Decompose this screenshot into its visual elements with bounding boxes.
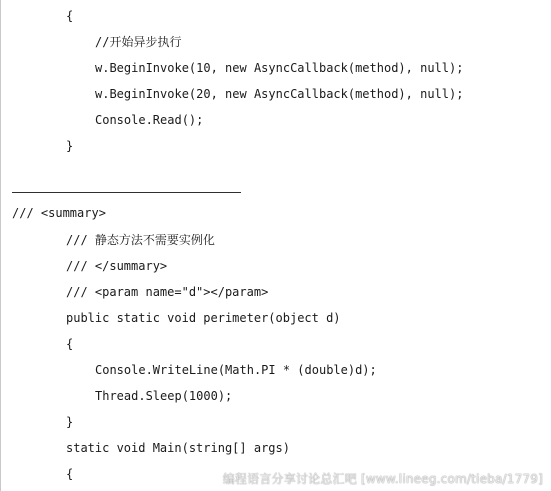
code-line-main-signature: static void Main(string[] args) [66, 441, 290, 455]
code-line-summary-open: /// <summary> [12, 206, 106, 220]
watermark: 编程语言分享讨论总汇吧 [www.lineeg.com/tieba/1779] [222, 472, 543, 486]
code-line-thread-sleep: Thread.Sleep(1000); [95, 389, 233, 403]
code-line-summary-text: /// 静态方法不需要实例化 [66, 233, 215, 247]
code-line-summary-close: /// </summary> [66, 259, 168, 273]
section-separator [12, 192, 241, 193]
code-line-method-signature: public static void perimeter(object d) [66, 311, 341, 325]
code-line-comment-async: //开始异步执行 [95, 35, 182, 49]
code-line-close-brace: } [66, 139, 74, 153]
code-line-console-read: Console.Read(); [95, 113, 204, 127]
code-line-begininvoke-20: w.BeginInvoke(20, new AsyncCallback(method), null); [95, 87, 464, 101]
page-left-border [0, 0, 1, 491]
code-line-begininvoke-10: w.BeginInvoke(10, new AsyncCallback(method), null); [95, 61, 464, 75]
code-line-open-brace-2: { [66, 337, 74, 351]
code-line-param-doc: /// <param name="d"></param> [66, 285, 269, 299]
code-line-open-brace-3: { [66, 467, 74, 481]
code-line-close-brace-2: } [66, 415, 74, 429]
code-line-writeline: Console.WriteLine(Math.PI * (double)d); [95, 363, 377, 377]
code-line-open-brace: { [66, 9, 74, 23]
